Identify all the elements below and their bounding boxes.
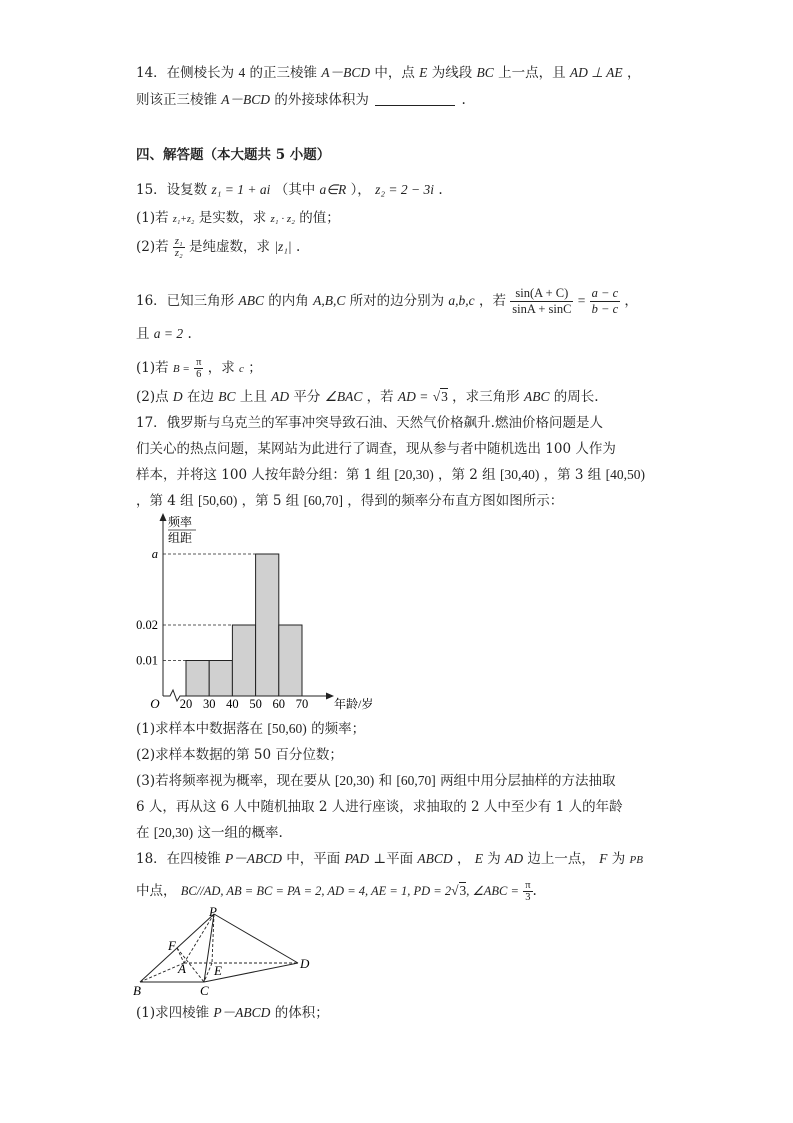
q15-part1: (1)若 z₁+z₂ 是实数，求 z₁ · z₂ 的值； <box>136 210 340 226</box>
histogram-bar-20-30 <box>186 661 209 697</box>
x-tick-label-60: 60 <box>272 697 286 711</box>
frequency-histogram <box>128 510 398 715</box>
q17-part1: (1)求样本中数据落在 [50,60) 的频率； <box>136 721 366 737</box>
fraction-sin: $\frac{\sin(A + C)}{\sin A + \sin C}$ <box>512 286 572 316</box>
q15-part2: (2)若 $\frac{\text{z₁}}{\text{z₂}}$ 是纯虚数，求 |z₁| . <box>136 236 301 259</box>
edge-PC <box>204 914 214 982</box>
q15-line1: 15．设复数 z₁ = 1 + ai （其中 a∈R ）， z₂ = 2 − 3i . <box>136 182 443 198</box>
edge-PD <box>214 914 298 963</box>
x-axis-label: 年龄/岁 <box>334 697 374 711</box>
y-tick-label-0.01: 0.01 <box>136 653 158 668</box>
q17-part3-line3: 在 [20,30) 这一组的概率. <box>136 825 283 841</box>
histogram-bar-50-60 <box>256 554 279 696</box>
q14-line2: 则该正三棱锥 A－BCD 的外接球体积为 . <box>136 92 466 108</box>
x-tick-label-70: 70 <box>295 697 309 711</box>
q16-line2: 且 a = 2 . <box>136 326 192 342</box>
label-C: C <box>200 983 209 998</box>
fraction-pi-3: $\frac{\pi}{3}$ <box>525 880 531 903</box>
q16-part2: (2)点 D 在边 BC 上且 AD 平分 ∠BAC ，若 AD = √3 ，求三角形 ABC 的周长. <box>136 389 599 405</box>
y-label-top: 频率 <box>168 515 193 529</box>
q17-part3-line2: 6 人，再从这 6 人中随机抽取 2 人进行座谈，求抽取的 2 人中至少有 1 人的年龄 <box>136 799 623 815</box>
histogram-bar-40-50 <box>232 625 255 696</box>
origin-label: O <box>150 696 160 711</box>
answer-blank[interactable] <box>375 91 455 106</box>
y-label-bottom: 组距 <box>168 531 193 545</box>
q16-part1: (1)若 B = $\frac{\pi}{6}$ ，求 c ； <box>136 357 262 380</box>
q17-part3: (3)若将频率视为概率，现在要从 [20,30) 和 [60,70] 两组中用分层抽样的方法抽取 <box>136 773 616 789</box>
label-P: P <box>209 905 217 919</box>
q18-part1: (1)求四棱锥 P－ABCD 的体积； <box>136 1005 329 1021</box>
fraction-sides: $\frac{a - c}{b - c}$ <box>591 286 619 316</box>
y-axis-arrow <box>160 513 167 521</box>
label-B: B <box>133 983 141 998</box>
histogram-bar-30-40 <box>209 661 232 697</box>
fraction-z1-z2: $\frac{\text{z₁}}{\text{z₂}}$ <box>174 236 183 259</box>
label-A: A <box>178 961 186 976</box>
label-F: F <box>168 938 176 953</box>
q17-line1: 17．俄罗斯与乌克兰的军事冲突导致石油、天然气价格飙升.燃油价格问题是人 <box>136 415 603 431</box>
pyramid-figure <box>128 905 328 1000</box>
label-E: E <box>214 963 222 978</box>
x-tick-label-20: 20 <box>179 697 193 711</box>
q17-part2: (2)求样本数据的第 50 百分位数； <box>136 747 343 763</box>
q17-line3: 样本，并将这 100 人按年龄分组：第 1 组 [20,30) ，第 2 组 [30,40) ，第 3 组 [40,50) <box>136 467 645 483</box>
x-axis-arrow <box>326 693 334 700</box>
x-tick-label-30: 30 <box>202 697 216 711</box>
y-tick-label-0.02: 0.02 <box>136 618 158 632</box>
q16-line1: 16．已知三角形 ABC 的内角 A,B,C 所对的边分别为 a,b,c ，若 $\frac{\sin(A + C)}{\sin A + \sin C}$ = $\frac{a - c}{b - c}$ ， <box>136 286 638 316</box>
section-title: 四、解答题（本大题共 5 小题） <box>136 147 331 163</box>
label-D: D <box>300 956 310 971</box>
q17-line2: 们关心的热点问题，某网站为此进行了调查，现从参与者中随机选出 100 人作为 <box>136 441 616 457</box>
q14-line1: 14．在侧棱长为 4 的正三棱锥 A－BCD 中，点 E 为线段 BC 上一点，且 AD ⊥ AE ， <box>136 65 641 81</box>
edge-PA <box>184 914 214 963</box>
q18-line2: 中点， BC//AD, AB = BC = PA = 2, AD = 4, AE = 1, PD = 2√3, ∠ABC = $\frac{\pi}{3}$ . <box>136 880 537 903</box>
fraction-pi-6: $\frac{\pi}{6}$ <box>196 357 202 380</box>
y-tick-label-a: a <box>151 547 158 561</box>
histogram-bar-60-70 <box>279 625 302 696</box>
q17-line4: ，第 4 组 [50,60) ，第 5 组 [60,70] ，得到的频率分布直方图如图所示： <box>136 493 564 509</box>
x-tick-label-50: 50 <box>249 697 262 711</box>
q18-line1: 18．在四棱锥 P－ABCD 中，平面 PAD ⊥平面 ABCD ， E 为 AD 边上一点， F 为 PB <box>136 851 643 867</box>
x-tick-label-40: 40 <box>226 697 239 711</box>
